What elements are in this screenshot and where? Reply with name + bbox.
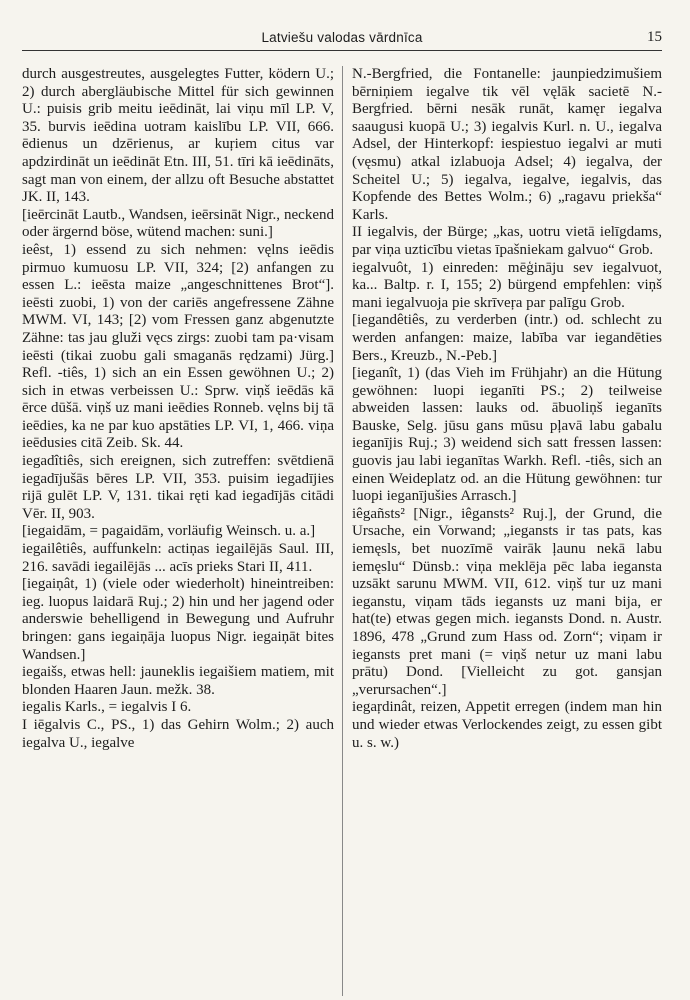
entry-paragraph: [ieganît, 1) (das Vieh im Frühjahr) an die Hütung gewöhnen: luopi ieganīti PS.; 2) teilweise abweiden lassen: lauks od. ābuoliņš ieganīts Bauske, Selg. jūsu gans mūsu pļavā labu gabalu ieganījis Ruj.; 3) weidend sich satt fressen lassen: guovis jau labi ieganītas Warkh. Refl. -tiês, sich an einen Weideplatz od. an die Hütung gewöhnen: tur luopi ieganījušies Arrasch.]: [352, 365, 662, 505]
entry-paragraph: II iegalvis, der Bürge; „kas, uotru vietā ielīgdams, par viņa uzticību vietas īpašniekam galvuo“ Grob.: [352, 224, 662, 258]
entry-paragraph: iêgañsts² [Nigr., iêgansts² Ruj.], der Grund, die Ursache, ein Vorwand; „iegansts ir tas pats, kas iemęsls, bet nuozīmē vairāk ļaunu nekā labu iemęslu“ Dünsb.: viņa meklēja pēc laba iegansta uzsākt sarunu MWM. VII, 612. viņš tur uz mani ieganstu, viņam tāds iegansts uz mani bija, er hat(te) etwas gegen mich. iegansts Dond. n. Austr. 1896, 478 „Grund zum Hass od. Zorn“; viņam ir iegansts pret mani (= viņš netur uz mani labu prātu) Dond. [Vielleicht zu got. gansjan „verursachen“.]: [352, 505, 662, 698]
column-divider: [342, 66, 343, 996]
entry-paragraph: iegailêtiês, auffunkeln: actiņas iegailējās Saul. III, 216. savādi iegailējās ... acīs prieks Stari II, 411.: [22, 541, 334, 575]
entry-paragraph: iegaišs, etwas hell: jauneklis iegaišiem matiem, mit blonden Haaren Jaun. mežk. 38.: [22, 664, 334, 698]
left-column: [22, 66, 334, 752]
running-header: [22, 28, 662, 51]
page-number: 15: [647, 29, 662, 45]
entry-paragraph: iegalis Karls., = iegalvis I 6.: [22, 699, 192, 716]
entry-paragraph: ieêst, 1) essend zu sich nehmen: vęlns ieēdis pirmuo kumuosu LP. VII, 324; [2) anfangen zu essen L.: ieēsta maize „angeschnittenes Brot“]. ieēsti zuobi, 1) von der cariēs angefressene Zähne MWM. VI, 143; [2) vom Fressen ganz abgenutzte Zähne: tas jau gluži vęcs zirgs: zuobi tam pa·visam ieēsti (tikai zuobu gali smaganās rędzami) Jürg.] Refl. -tiês, 1) sich an ein Essen gewöhnen U.; 2) sich in etwas verbeissen U.: Sprw. viņš ieēdās kā ērce dūšā. viņš uz mani ieēdies Ronneb. vęlns bij tā ieēdies, ka ne par kuo apstāties LP. VI, 1, 466. viņa ieēdusies citā Zeib. Sk. 44.: [22, 241, 334, 452]
text-columns: [22, 66, 662, 996]
entry-paragraph: durch ausgestreutes, ausgelegtes Futter, ködern U.; 2) durch abergläubische Mittel für sich gewinnen U.: puisis grib meitu ieēdināt, lai viņu mīl LP. V, 35. burvis ieēdina uotram kaislību LP. VII, 666. ēdienus un dzērienus, ar kuŗiem citus var apdzirdināt un ieēdināt Etn. III, 51. tīri kā ieēdināts, sagt man von einem, der allzu oft Besuche abstattet JK. II, 143.: [22, 66, 334, 206]
entry-paragraph: iegaŗdinât, reizen, Appetit erregen (indem man hin und wieder etwas Verlockendes zeigt, zu essen gibt u. s. w.): [352, 699, 662, 751]
entry-paragraph: N.-Bergfried, die Fontanelle: jaunpiedzimušiem bērniņiem iegalve tik vēl vęlāk sacietē N.-Bergfried. bērni nesāk runāt, kamęr iegalva saaugusi kuopā U.; 3) iegalvis Kurl. n. U., iegalva Adsel, der Hinterkopf: iespiestuo iegalvi ar muti (vęsmu) atkal izlabuoja Adsel; 4) iegalva, der Scheitel U.; 5) iegalva, iegalve, iegalvis, das Kopfende des Bettes Wolm.; 6) „ragavu priekša“ Karls.: [352, 66, 662, 223]
entry-paragraph: [ieērcināt Lautb., Wandsen, ieērsināt Nigr., neckend oder ärgernd böse, wütend machen: suni.]: [22, 206, 334, 241]
entry-paragraph: iegadîtiês, sich ereignen, sich zutreffen: svētdienā iegadījušās bēres LP. VII, 353. puisim iegadījies rijā gulēt LP. V, 131. tikai ręti kad iegadījās citādi Vēr. II, 903.: [22, 453, 334, 522]
entry-paragraph: [iegandêtiês, zu verderben (intr.) od. schlecht zu werden anfangen: maize, labība var iegandēties Bers., Kreuzb., N.-Peb.]: [352, 312, 662, 364]
entry-paragraph: I iēgalvis C., PS., 1) das Gehirn Wolm.; 2) auch iegalva U., iegalve: [22, 716, 334, 751]
running-title: Latviešu valodas vārdnīca: [261, 30, 423, 45]
right-column: [352, 66, 662, 752]
entry-paragraph: iegalvuôt, 1) einreden: mēģināju sev iegalvuot, ka... Baltp. r. I, 155; 2) bürgend empfehlen: viņš mani iegalvuoja pie skrīveŗa par palīgu Grob.: [352, 259, 662, 311]
entry-paragraph: [iegaiņât, 1) (viele oder wiederholt) hineintreiben: ieg. luopus laidarā Ruj.; 2) hin und her jagend oder anderswie behelligend in Bewegung und Aufruhr bringen: gans iegaiņāja luopus Nigr. iegaiņāt bites Wandsen.]: [22, 576, 334, 663]
entry-paragraph: [iegaidām, = pagaidām, vorläufig Weinsch. u. a.]: [22, 523, 316, 540]
